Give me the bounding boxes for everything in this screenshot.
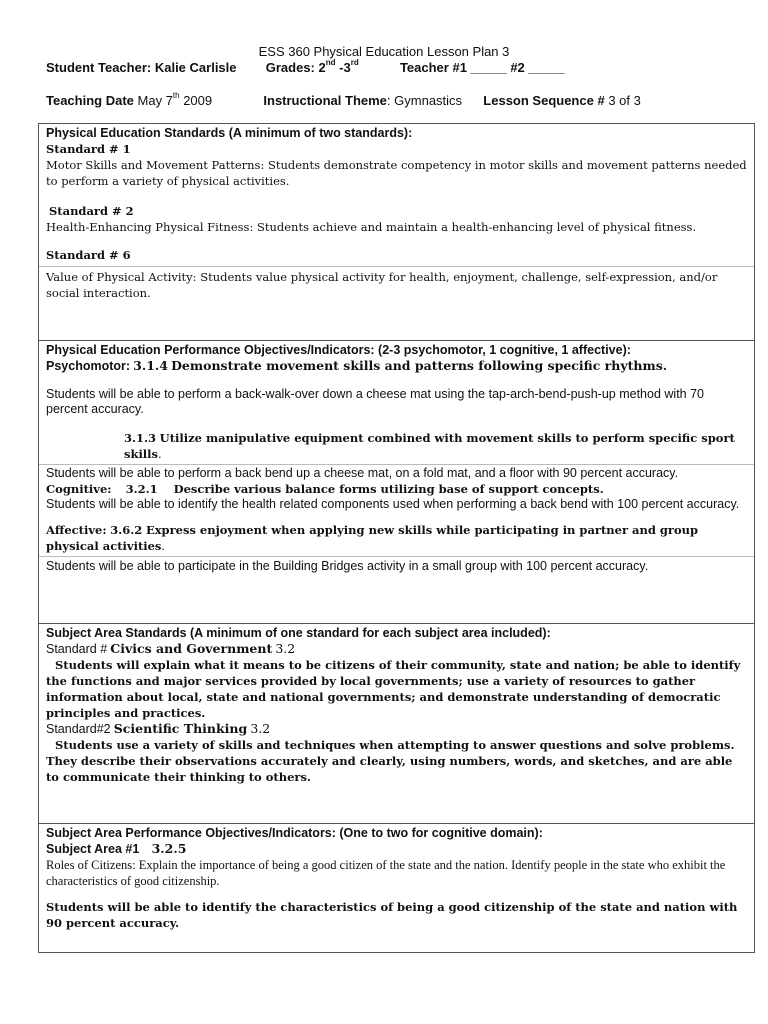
subject-area-code: 3.2.5 [151,841,187,856]
divider [39,464,754,465]
teacher1-label: Teacher #1 [399,60,467,75]
grade-low: 2 [318,60,326,75]
sequence-label: Lesson Sequence # [483,93,605,108]
affective-label: Affective: [46,523,107,537]
subject-area-objective: Students will be able to identify the characteristics of being a good citizenship of the state and nation with 90 percent accuracy. [46,900,738,930]
theme-label: Instructional Theme [263,93,387,108]
subject-objectives-heading: Subject Area Performance Objectives/Indicators: (One to two for cognitive domain): [46,826,543,840]
pe-standards-heading: Physical Education Standards (A minimum of two standards): [46,126,413,140]
pe-standard-1-label: Standard # 1 [46,142,131,156]
pe-objectives-section [39,340,754,623]
subject-standard-1-code: 3.2 [275,641,296,656]
subject-standard-1-text: Students will explain what it means to be citizens of their community, state and nation; be able to identify the functions and major services provided by local governments; use a variety of resources to gather information about local, state and national governments; and demonstrate understanding of democratic principles and practices. [46,658,741,720]
psychomotor2-desc: Utilize manipulative equipment combined with movement skills to perform specific sport skills [124,431,735,461]
affective-objective: Students will be able to participate in the Building Bridges activity in a small group with 100 percent accuracy. [46,559,649,573]
affective-desc: Express enjoyment when applying new skills while participating in partner and group physical activities [46,523,699,553]
lesson-plan-table [38,123,755,953]
theme-value: : Gymnastics [386,93,463,108]
grades-label: Grades: [265,60,315,75]
psychomotor-desc: Demonstrate movement skills and patterns following specific rhythms. [171,358,668,373]
subject-standard-1-title: Civics and Government [110,641,273,656]
affective-period: . [161,539,166,553]
teaching-date-label: Teaching Date [46,93,134,108]
pe-standard-2-text: Health-Enhancing Physical Fitness: Students achieve and maintain a health-enhancing level of physical fitness. [46,220,697,234]
subject-standards-section [39,623,754,823]
pe-standard-6-label: Standard # 6 [46,248,131,262]
grade-high-suffix: rd [350,58,359,67]
cognitive-objective: Students will be able to identify the health related components used when performing a back bend with 100 percent accuracy. [46,497,740,511]
affective-code: 3.6.2 [110,523,143,537]
subject-standard-2-label: Standard#2 [46,722,111,736]
teaching-date: May 7 [137,93,173,108]
subject-objectives-section [39,823,754,952]
teacher1-blank: _____ [470,60,507,75]
teaching-date-suffix: th [172,91,180,100]
psychomotor-code: 3.1.4 [133,358,168,373]
pe-standard-1-text: Motor Skills and Movement Patterns: Students demonstrate competency in motor skills and movement patterns needed to perform a variety of physical activities. [46,158,747,188]
divider [39,556,754,557]
psychomotor-objective-1: Students will be able to perform a back-walk-over down a cheese mat using the tap-arch-bend-push-up method with 70 percent accuracy. [46,387,704,416]
cognitive-desc: Describe various balance forms utilizing base of support concepts. [173,482,604,496]
header-row-2 [46,93,641,108]
divider [39,266,754,267]
pe-objectives-heading: Physical Education Performance Objectives/Indicators: (2-3 psychomotor, 1 cognitive, 1 affective): [46,343,631,357]
cognitive-label: Cognitive: [46,482,112,496]
subject-standard-2-code: 3.2 [250,721,271,736]
psychomotor-objective-2: Students will be able to perform a back bend up a cheese mat, on a fold mat, and a floor with 90 percent accuracy. [46,466,679,480]
subject-standard-1-label: Standard # [46,642,108,656]
pe-standards-section [39,124,754,340]
subject-area-text: Roles of Citizens: Explain the importance of being a good citizen of the state and the nation. Identify people in the state who exhibit the characteristics of good citizenship. [46,858,726,888]
subject-area-label: Subject Area #1 [46,842,140,856]
teacher2-blank: _____ [528,60,565,75]
subject-standard-2-text: Students use a variety of skills and techniques when attempting to answer questions and solve problems. They describe their observations accurately and clearly, using numbers, words, and sketches, and are able to communicate their thinking to others. [46,738,735,784]
lesson-plan-title: ESS 360 Physical Education Lesson Plan 3 [258,44,510,59]
grade-low-suffix: nd [325,58,336,67]
pe-standard-2-label: Standard # 2 [49,204,134,218]
sequence-value: 3 of 3 [608,93,641,108]
psychomotor-label: Psychomotor: [46,359,131,373]
header-row-1 [46,60,565,75]
subject-standard-2-title: Scientific Thinking [113,721,248,736]
teaching-year: 2009 [179,93,213,108]
pe-standard-6-text: Value of Physical Activity: Students value physical activity for health, enjoyment, challenge, self-expression, and/or social interaction. [46,270,718,300]
grade-separator: -3 [335,60,351,75]
student-teacher-name: Kalie Carlisle [154,60,237,75]
subject-standards-heading: Subject Area Standards (A minimum of one standard for each subject area included): [46,626,551,640]
student-teacher-label: Student Teacher: [46,60,152,75]
psychomotor2-code: 3.1.3 [124,431,157,445]
psychomotor2-period: . [158,447,162,461]
teacher2-label: #2 [510,60,525,75]
cognitive-code: 3.2.1 [125,482,158,496]
